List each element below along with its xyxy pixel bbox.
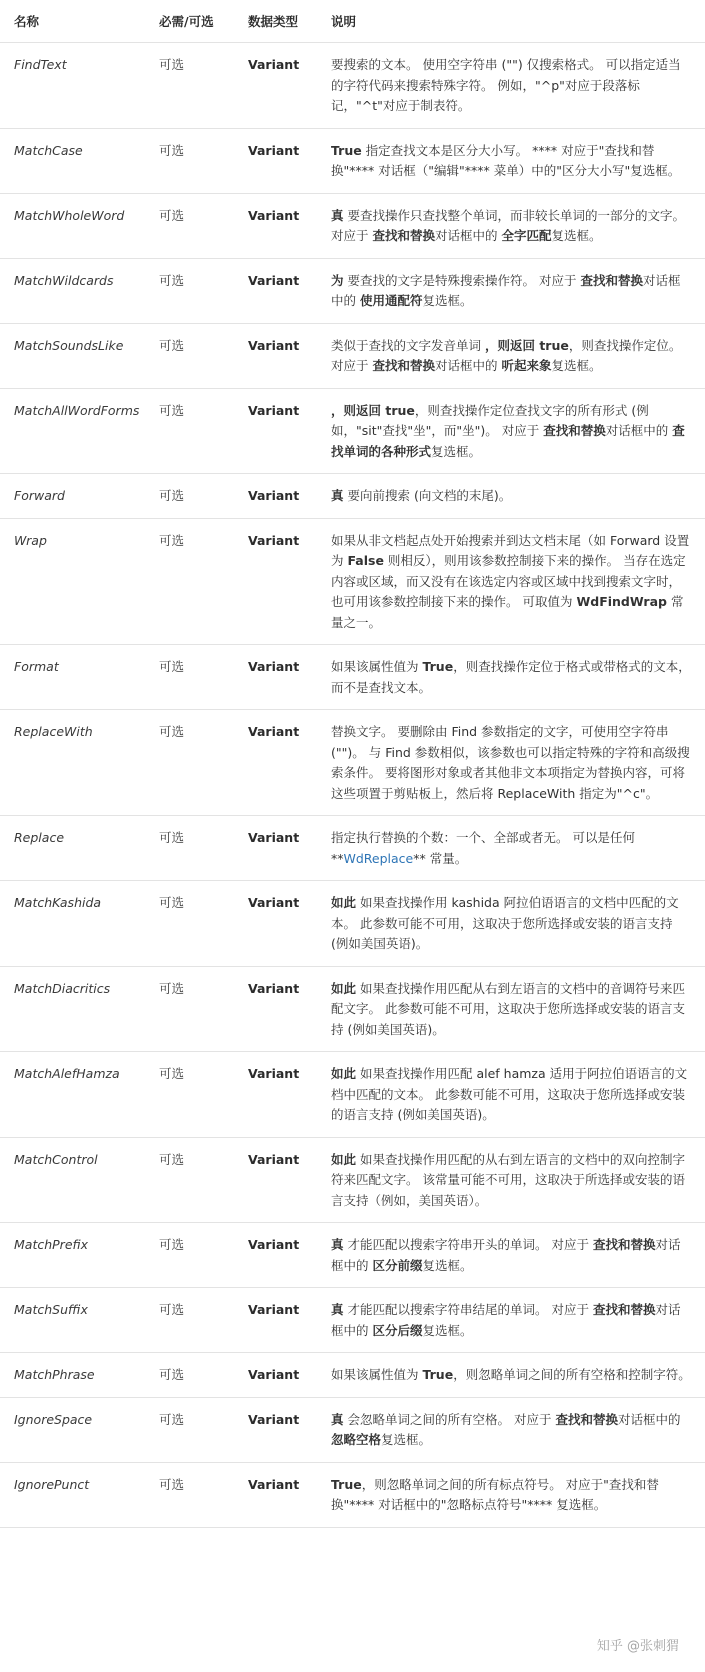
param-description [317, 1353, 705, 1398]
header-type: 数据类型 [234, 0, 317, 43]
bold-text: 如此 [331, 1151, 357, 1167]
param-description [317, 966, 705, 1052]
desc-text: 如果从非文档起点处开始搜索并到达文档末尾（如 Forward 设置为 [331, 532, 690, 568]
desc-text: 复选框。 [551, 228, 602, 243]
param-description [317, 710, 705, 816]
bold-text: WdFindWrap [576, 594, 667, 609]
param-name: MatchWholeWord [0, 193, 145, 258]
desc-text: ，则忽略单词之间的所有空格和控制字符。 [453, 1367, 691, 1382]
table-row [0, 710, 705, 816]
param-type: Variant [234, 1052, 317, 1138]
param-description [317, 1137, 705, 1223]
bold-text: 查找和替换 [555, 1411, 618, 1427]
bold-text: True [331, 1476, 362, 1492]
bold-text: 查找和替换 [372, 358, 435, 373]
param-name: FindText [0, 43, 145, 129]
param-type: Variant [234, 474, 317, 519]
desc-text: 如果查找操作用匹配从右到左语言的文档中的音调符号来匹配文字。 此参数可能不可用，这取决于您所选择或安装的语言支持 (例如美国英语)。 [331, 980, 685, 1037]
desc-text: 如果查找操作用匹配的从右到左语言的文档中的双向控制字符来匹配文字。 该常量可能不可用，这取决于所选择或安装的语言支持（例如，美国英语）。 [331, 1151, 685, 1208]
bold-text: 为 [331, 272, 344, 288]
table-row [0, 258, 705, 323]
param-required: 可选 [145, 128, 234, 193]
bold-text: True [331, 142, 362, 158]
bold-text: 真 [331, 488, 344, 503]
param-description [317, 323, 705, 388]
param-type: Variant [234, 388, 317, 474]
desc-text: 如果该属性值为 [331, 1367, 423, 1382]
header-name: 名称 [0, 0, 145, 43]
table-row [0, 881, 705, 967]
param-name: Replace [0, 816, 145, 881]
param-required: 可选 [145, 1137, 234, 1223]
bold-text: 查找和替换 [543, 423, 606, 438]
param-required: 可选 [145, 1223, 234, 1288]
desc-text: ，则忽略单词之间的所有标点符号。 对应于"查找和替换"**** 对话框中的"忽略标点符号"**** 复选框。 [331, 1476, 659, 1512]
param-description [317, 1052, 705, 1138]
param-type: Variant [234, 966, 317, 1052]
desc-text: 复选框。 [422, 1322, 473, 1338]
param-description [317, 1462, 705, 1527]
param-description [317, 816, 705, 881]
table-row [0, 1353, 705, 1398]
param-type: Variant [234, 645, 317, 710]
wdreplace-link[interactable]: WdReplace [343, 850, 414, 866]
desc-text: 指定查找文本是区分大小写。 **** 对应于"查找和替换"**** 对话框（"编辑"**** 菜单）中的"区分大小写"复选框。 [331, 142, 681, 178]
param-name: Format [0, 645, 145, 710]
param-description [317, 518, 705, 645]
table-row [0, 1223, 705, 1288]
table-row [0, 193, 705, 258]
param-name: MatchWildcards [0, 258, 145, 323]
bold-text: 真 [331, 1237, 344, 1252]
header-required: 必需/可选 [145, 0, 234, 43]
table-row [0, 1288, 705, 1353]
bold-text: 查找和替换 [372, 228, 435, 243]
param-required: 可选 [145, 474, 234, 519]
param-required: 可选 [145, 645, 234, 710]
desc-text: 复选框。 [431, 443, 482, 459]
param-description [317, 193, 705, 258]
param-required: 可选 [145, 388, 234, 474]
bold-text: 使用通配符 [359, 293, 423, 308]
param-required: 可选 [145, 43, 234, 129]
param-description [317, 1397, 705, 1462]
param-required: 可选 [145, 1353, 234, 1398]
param-type: Variant [234, 128, 317, 193]
bold-text: False [347, 553, 384, 568]
param-name: MatchAlefHamza [0, 1052, 145, 1138]
table-row [0, 388, 705, 474]
param-name: MatchSuffix [0, 1288, 145, 1353]
desc-text: 如果查找操作用匹配 alef hamza 适用于阿拉伯语语言的文档中匹配的文本。 此参数可能不可用，这取决于您所选择或安装的语言支持 (例如美国英语)。 [331, 1066, 688, 1122]
bold-text: 真 [331, 1411, 344, 1427]
desc-text: 对话框中的 [331, 1237, 681, 1273]
table-row [0, 1397, 705, 1462]
bold-text: 查找和替换 [592, 1302, 656, 1317]
desc-text: 如果该属性值为 [331, 659, 423, 674]
param-required: 可选 [145, 1288, 234, 1353]
desc-text: ** 常量。 [413, 850, 468, 866]
desc-text: 复选框。 [422, 293, 473, 308]
bold-text: 查找和替换 [592, 1237, 656, 1252]
param-type: Variant [234, 1137, 317, 1223]
param-type: Variant [234, 43, 317, 129]
desc-text: ，则查找操作定位于格式或带格式的文本，而不是查找文本。 [331, 659, 691, 695]
bold-text: True [422, 659, 454, 674]
param-required: 可选 [145, 1052, 234, 1138]
param-name: MatchAllWordForms [0, 388, 145, 474]
watermark: 知乎 @张刺猬 [596, 1639, 679, 1654]
desc-text: ，则查找操作定位。 对应于 [331, 337, 682, 373]
desc-text: 指定执行替换的个数：一个、全部或者无。 可以是任何** [331, 830, 635, 866]
param-required: 可选 [145, 193, 234, 258]
bold-text: 如此 [331, 1066, 357, 1081]
param-type: Variant [234, 1397, 317, 1462]
param-description [317, 1288, 705, 1353]
bold-text: 听起来象 [501, 358, 552, 373]
param-description [317, 258, 705, 323]
bold-text: 忽略空格 [331, 1432, 382, 1447]
param-required: 可选 [145, 816, 234, 881]
table-row [0, 1052, 705, 1138]
desc-text: 对话框中的 [617, 1411, 681, 1427]
table-row [0, 43, 705, 129]
desc-text: ，则查找操作定位查找文字的所有形式 (例如，"sit"查找"坐"，而"坐")。 对应于 [331, 402, 649, 438]
table-body [0, 43, 705, 1528]
bold-text: 区分后缀 [372, 1322, 423, 1338]
param-description [317, 645, 705, 710]
bold-text: ，则返回 true [484, 337, 569, 353]
param-name: Forward [0, 474, 145, 519]
param-required: 可选 [145, 518, 234, 645]
param-required: 可选 [145, 710, 234, 816]
param-required: 可选 [145, 1462, 234, 1527]
param-description [317, 474, 705, 519]
param-name: IgnoreSpace [0, 1397, 145, 1462]
desc-text: 常量之一。 [331, 594, 684, 630]
param-name: MatchKashida [0, 881, 145, 967]
desc-text: 复选框。 [381, 1432, 432, 1447]
table-row [0, 128, 705, 193]
desc-text: 要查找的文字是特殊搜索操作符。 对应于 [343, 272, 581, 288]
bold-text: 查找单词的各种形式 [331, 423, 685, 459]
param-name: MatchDiacritics [0, 966, 145, 1052]
param-name: MatchPrefix [0, 1223, 145, 1288]
table-row [0, 518, 705, 645]
param-required: 可选 [145, 323, 234, 388]
desc-text: 要搜索的文本。 使用空字符串 ("") 仅搜索格式。 可以指定适当的字符代码来搜索特殊字符。 例如，"^p"对应于段落标记，"^t"对应于制表符。 [331, 57, 681, 113]
param-type: Variant [234, 193, 317, 258]
table-row [0, 474, 705, 519]
bold-text: 真 [331, 1302, 344, 1317]
param-required: 可选 [145, 966, 234, 1052]
desc-text: 对话框中的 [605, 423, 673, 438]
table-row [0, 1137, 705, 1223]
table-row [0, 645, 705, 710]
bold-text: 真 [331, 207, 344, 223]
table-row [0, 323, 705, 388]
param-type: Variant [234, 816, 317, 881]
param-name: MatchCase [0, 128, 145, 193]
param-name: Wrap [0, 518, 145, 645]
table-row [0, 816, 705, 881]
param-type: Variant [234, 1462, 317, 1527]
desc-text: 替换文字。 要删除由 Find 参数指定的文字，可使用空字符串 ("")。 与 Find 参数相似，该参数也可以指定特殊的字符和高级搜索条件。 要将图形对象或者其他非文本项指定为替换内容，可将这些项置于剪贴板上，然后将 ReplaceWith 指定为"^c"。 [331, 724, 690, 801]
desc-text: 对话框中的 [331, 1302, 681, 1338]
param-description [317, 388, 705, 474]
desc-text: 对话框中的 [331, 272, 681, 308]
bold-text: 区分前缀 [372, 1257, 423, 1273]
bold-text: True [422, 1367, 454, 1382]
bold-text: 如此 [331, 980, 357, 996]
param-name: MatchControl [0, 1137, 145, 1223]
desc-text: 类似于查找的文字发音单词 [331, 337, 485, 353]
table-row [0, 1462, 705, 1527]
desc-text: 则相反），则用该参数控制接下来的操作。 当存在选定内容或区域，而又没有在该选定内容或区域中找到搜索文字时，也可用该参数控制接下来的操作。 可取值为 [331, 553, 686, 609]
desc-text: 才能匹配以搜索字符串结尾的单词。 对应于 [343, 1302, 593, 1317]
desc-text: 会忽略单词之间的所有空格。 对应于 [343, 1411, 556, 1427]
desc-text: 如果查找操作用 kashida 阿拉伯语语言的文档中匹配的文本。 此参数可能不可用，这取决于您所选择或安装的语言支持 (例如美国英语)。 [331, 895, 679, 951]
table-row [0, 966, 705, 1052]
table-header-row [0, 0, 705, 43]
desc-text: 对话框中的 [435, 358, 502, 373]
param-description [317, 128, 705, 193]
param-required: 可选 [145, 258, 234, 323]
param-name: IgnorePunct [0, 1462, 145, 1527]
param-type: Variant [234, 1288, 317, 1353]
desc-text: 要向前搜索 (向文档的末尾)。 [343, 488, 512, 503]
bold-text: 查找和替换 [580, 272, 643, 288]
param-name: MatchPhrase [0, 1353, 145, 1398]
param-type: Variant [234, 258, 317, 323]
bold-text: ，则返回 true [331, 402, 415, 418]
param-description [317, 1223, 705, 1288]
bold-text: 如此 [331, 895, 357, 910]
bold-text: 全字匹配 [501, 228, 552, 243]
param-type: Variant [234, 518, 317, 645]
param-type: Variant [234, 1353, 317, 1398]
desc-text: 对话框中的 [435, 228, 502, 243]
desc-text: 复选框。 [551, 358, 602, 373]
param-required: 可选 [145, 881, 234, 967]
param-required: 可选 [145, 1397, 234, 1462]
desc-text: 才能匹配以搜索字符串开头的单词。 对应于 [343, 1237, 593, 1252]
desc-text: 复选框。 [422, 1257, 473, 1273]
param-description [317, 43, 705, 129]
param-type: Variant [234, 710, 317, 816]
param-name: MatchSoundsLike [0, 323, 145, 388]
param-type: Variant [234, 881, 317, 967]
desc-text: 要查找操作只查找整个单词，而非较长单词的一部分的文字。 对应于 [331, 207, 685, 243]
header-description: 说明 [317, 0, 705, 43]
param-name: ReplaceWith [0, 710, 145, 816]
param-type: Variant [234, 1223, 317, 1288]
param-type: Variant [234, 323, 317, 388]
param-description [317, 881, 705, 967]
